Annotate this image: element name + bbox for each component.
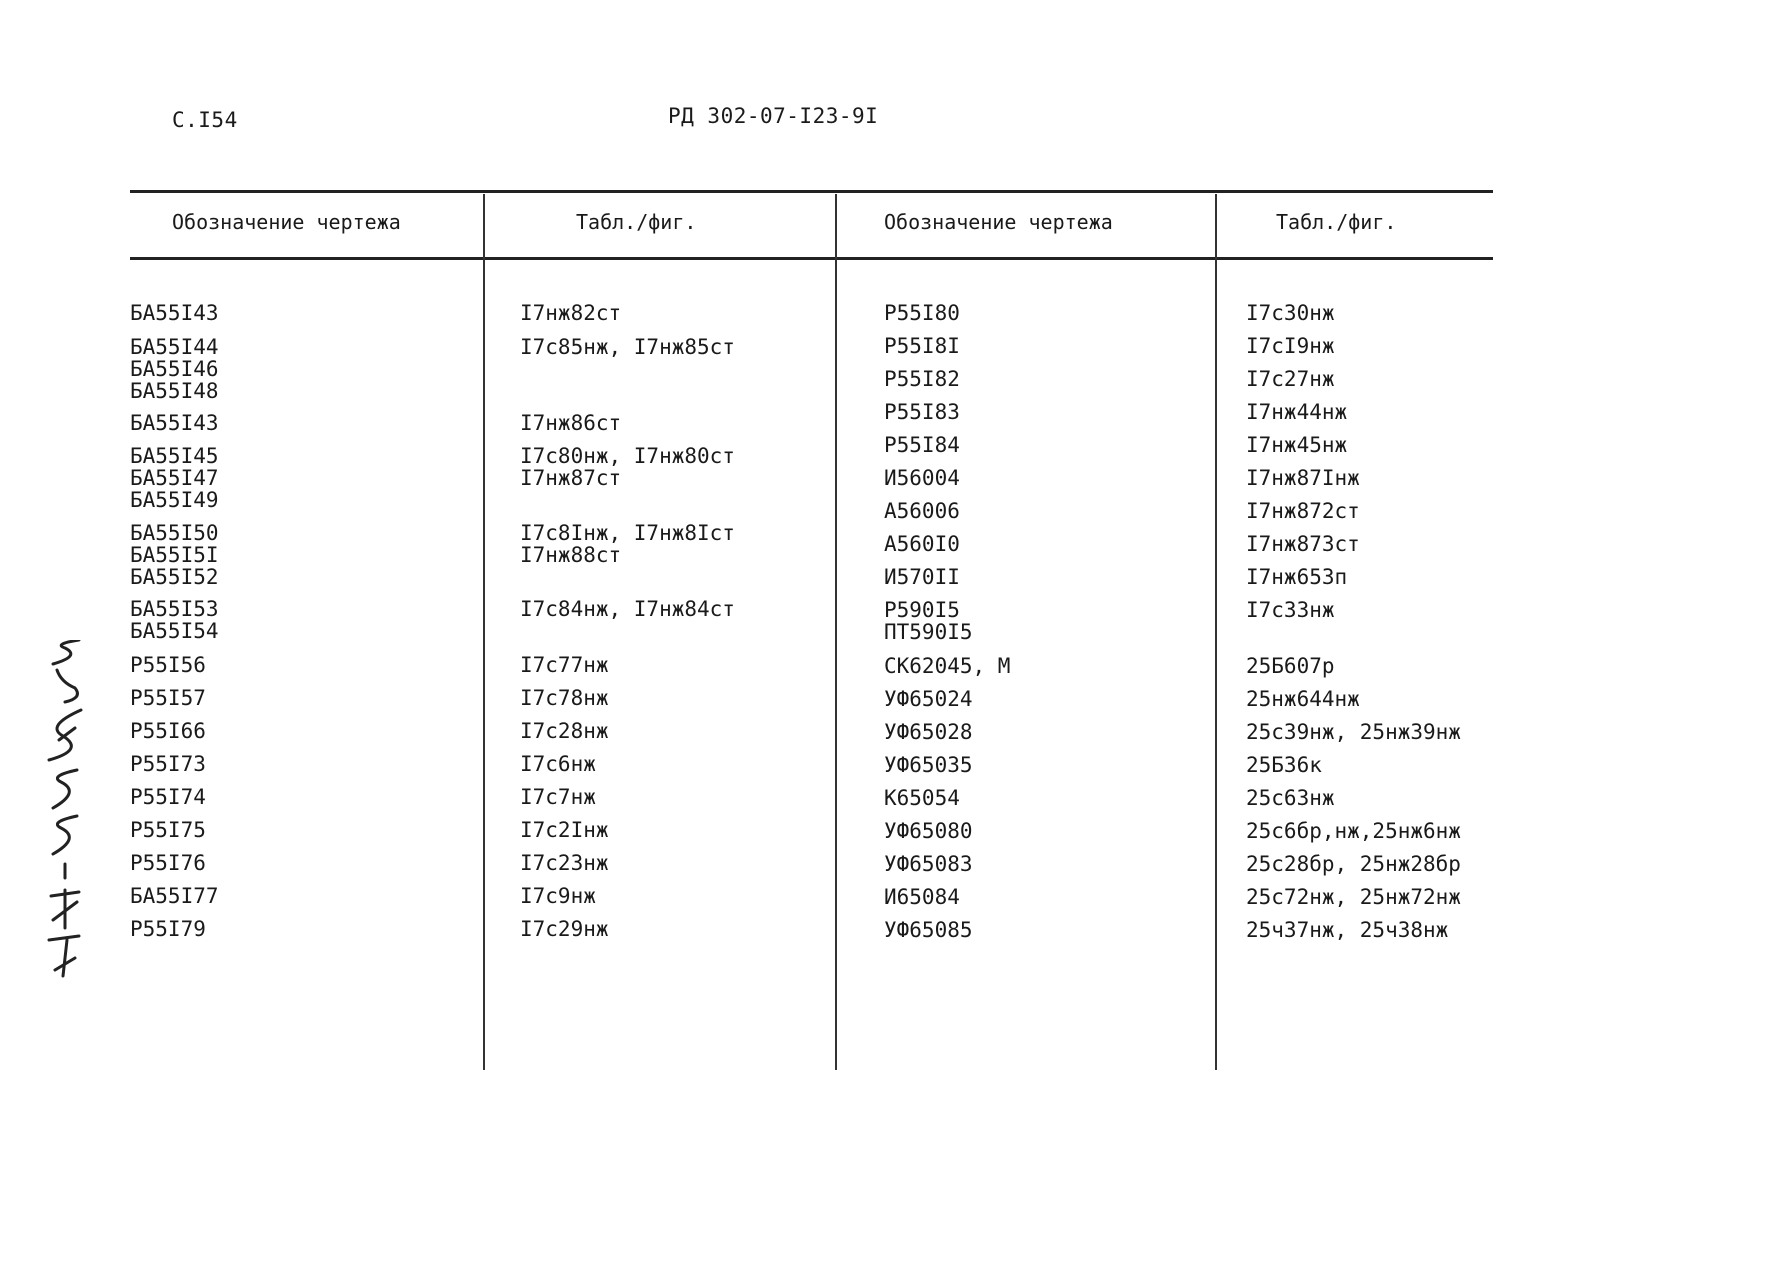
table-figure-left-line: I7с85нж, I7нж85ст: [520, 335, 735, 359]
drawing-code-right-line: Р55I80: [884, 301, 960, 325]
drawing-code-left-line: Р55I75: [130, 818, 206, 842]
drawing-code-right-line: ПТ590I5: [884, 620, 973, 644]
drawing-code-left: [130, 445, 219, 511]
table-figure-right: [1246, 721, 1461, 743]
drawing-code-right: [884, 401, 960, 423]
column-divider-1: [483, 194, 485, 1070]
table-figure-right-line: I7с33нж: [1246, 598, 1335, 622]
drawing-code-right-line: Р55I82: [884, 367, 960, 391]
table-figure-left-line: I7с7нж: [520, 785, 596, 809]
table-top-rule: [130, 190, 1493, 193]
table-figure-right-line: I7сI9нж: [1246, 334, 1335, 358]
drawing-code-right-line: А560I0: [884, 532, 960, 556]
drawing-code-left-line: БА55I77: [130, 884, 219, 908]
table-figure-left: [520, 885, 596, 907]
drawing-code-left-line: БА55I43: [130, 301, 219, 325]
drawing-code-left: [130, 720, 206, 742]
table-figure-right: [1246, 467, 1360, 489]
drawing-code-right: [884, 500, 960, 522]
drawing-code-left-line: Р55I74: [130, 785, 206, 809]
table-figure-left-line: I7с9нж: [520, 884, 596, 908]
table-figure-left: [520, 522, 735, 566]
column-header-table-1: Табл./фиг.: [576, 210, 697, 234]
drawing-code-left: [130, 918, 206, 940]
table-figure-left: [520, 336, 735, 358]
table-figure-right: [1246, 787, 1335, 809]
drawing-code-left: [130, 753, 206, 775]
drawing-code-right-line: Р590I5: [884, 598, 960, 622]
drawing-code-right: [884, 688, 973, 710]
drawing-code-right-line: И570II: [884, 565, 960, 589]
table-figure-right-line: I7нж44нж: [1246, 400, 1348, 424]
table-figure-right: [1246, 401, 1347, 423]
drawing-code-right: [884, 302, 960, 324]
table-figure-right-line: I7нж653п: [1246, 565, 1348, 589]
drawing-code-right: [884, 655, 1010, 677]
table-figure-right: [1246, 533, 1360, 555]
table-figure-left-line: I7нж88ст: [520, 543, 622, 567]
drawing-code-right-line: Р55I8I: [884, 334, 960, 358]
table-figure-right-line: 25с72нж, 25нж72нж: [1246, 885, 1461, 909]
table-figure-left-line: I7с29нж: [520, 917, 609, 941]
table-figure-left-line: I7с84нж, I7нж84ст: [520, 597, 735, 621]
table-figure-left: [520, 819, 609, 841]
table-figure-right-line: I7нж87Iнж: [1246, 466, 1360, 490]
drawing-code-left-line: БА55I54: [130, 619, 219, 643]
drawing-code-right: [884, 820, 973, 842]
drawing-code-left-line: БА55I53: [130, 597, 219, 621]
table-figure-right: [1246, 853, 1461, 875]
table-figure-right-line: 25с6бр,нж,25нж6нж: [1246, 819, 1461, 843]
table-figure-left-line: I7нж86ст: [520, 411, 622, 435]
table-figure-right: [1246, 302, 1335, 324]
table-figure-left-line: I7нж82ст: [520, 301, 622, 325]
drawing-code-right-line: И65084: [884, 885, 960, 909]
drawing-code-right: [884, 467, 960, 489]
drawing-code-right-line: УФ65085: [884, 918, 973, 942]
drawing-code-right: [884, 787, 960, 809]
drawing-code-left: [130, 412, 219, 434]
table-figure-left-line: I7с78нж: [520, 686, 609, 710]
table-figure-right: [1246, 599, 1335, 621]
drawing-code-left-line: БА55I43: [130, 411, 219, 435]
drawing-code-right-line: УФ65080: [884, 819, 973, 843]
drawing-code-left-line: БА55I47: [130, 466, 219, 490]
table-figure-left: [520, 852, 609, 874]
table-figure-left: [520, 412, 621, 434]
drawing-code-left-line: БА55I48: [130, 379, 219, 403]
column-header-drawing-2: Обозначение чертежа: [884, 210, 1113, 234]
column-divider-2: [835, 194, 837, 1070]
drawing-code-right: [884, 566, 960, 588]
table-figure-right-line: I7нж873ст: [1246, 532, 1360, 556]
drawing-code-right: [884, 853, 973, 875]
table-figure-right-line: 25ч37нж, 25ч38нж: [1246, 918, 1449, 942]
drawing-code-right-line: К65054: [884, 786, 960, 810]
table-figure-right: [1246, 886, 1461, 908]
drawing-code-left-line: Р55I66: [130, 719, 206, 743]
drawing-code-left-line: Р55I76: [130, 851, 206, 875]
table-figure-right: [1246, 500, 1360, 522]
drawing-code-left: [130, 522, 219, 588]
drawing-code-left-line: Р55I73: [130, 752, 206, 776]
drawing-code-right-line: Р55I84: [884, 433, 960, 457]
table-figure-left-line: I7с2Iнж: [520, 818, 609, 842]
drawing-code-right: [884, 919, 973, 941]
column-header-table-2: Табл./фиг.: [1276, 210, 1397, 234]
drawing-code-right: [884, 886, 960, 908]
drawing-code-left-line: Р55I57: [130, 686, 206, 710]
table-figure-left: [520, 786, 596, 808]
table-figure-right-line: I7нж45нж: [1246, 433, 1348, 457]
table-figure-right: [1246, 368, 1335, 390]
drawing-code-right-line: А56006: [884, 499, 960, 523]
drawing-code-left-line: БА55I45: [130, 444, 219, 468]
table-figure-right: [1246, 688, 1360, 710]
drawing-code-right-line: СК62045, М: [884, 654, 1011, 678]
table-figure-left: [520, 302, 621, 324]
table-figure-right-line: 25Б36к: [1246, 753, 1322, 777]
drawing-code-right: [884, 533, 960, 555]
drawing-code-right-line: И56004: [884, 466, 960, 490]
table-figure-left: [520, 753, 596, 775]
table-figure-left-line: I7с23нж: [520, 851, 609, 875]
handwritten-signature: [35, 640, 95, 980]
drawing-code-left-line: БА55I50: [130, 521, 219, 545]
table-figure-right: [1246, 655, 1335, 677]
table-figure-left: [520, 445, 735, 489]
table-figure-right-line: I7с30нж: [1246, 301, 1335, 325]
drawing-code-left: [130, 598, 219, 642]
table-figure-left-line: I7с8Iнж, I7нж8Iст: [520, 521, 735, 545]
table-header-rule: [130, 257, 1493, 260]
drawing-code-left-line: БА55I5I: [130, 543, 219, 567]
drawing-code-right-line: УФ65083: [884, 852, 973, 876]
table-figure-right-line: 25с39нж, 25нж39нж: [1246, 720, 1461, 744]
drawing-code-right-line: УФ65024: [884, 687, 973, 711]
table-figure-left: [520, 598, 735, 620]
table-figure-left-line: I7с80нж, I7нж80ст: [520, 444, 735, 468]
table-figure-right-line: 25с28бр, 25нж28бр: [1246, 852, 1461, 876]
table-figure-left-line: I7с77нж: [520, 653, 609, 677]
table-figure-left: [520, 687, 609, 709]
table-figure-left-line: I7с28нж: [520, 719, 609, 743]
drawing-code-left: [130, 819, 206, 841]
drawing-code-left: [130, 852, 206, 874]
drawing-code-right: [884, 721, 973, 743]
table-figure-right-line: 25Б607р: [1246, 654, 1335, 678]
drawing-code-right-line: Р55I83: [884, 400, 960, 424]
table-figure-left: [520, 720, 609, 742]
drawing-code-left-line: БА55I46: [130, 357, 219, 381]
drawing-code-right: [884, 754, 973, 776]
table-figure-right: [1246, 754, 1322, 776]
table-figure-right-line: I7с27нж: [1246, 367, 1335, 391]
drawing-code-right-line: УФ65035: [884, 753, 973, 777]
drawing-code-left: [130, 786, 206, 808]
table-figure-right: [1246, 434, 1347, 456]
table-figure-left: [520, 918, 609, 940]
document-code: РД 302-07-I23-9I: [668, 104, 879, 128]
drawing-code-left: [130, 687, 206, 709]
page-number: С.I54: [172, 108, 238, 132]
drawing-code-right: [884, 368, 960, 390]
drawing-code-right: [884, 599, 973, 643]
drawing-code-left-line: БА55I52: [130, 565, 219, 589]
drawing-code-left-line: БА55I44: [130, 335, 219, 359]
drawing-code-left: [130, 302, 219, 324]
table-figure-left-line: I7нж87ст: [520, 466, 622, 490]
drawing-code-left: [130, 336, 219, 402]
column-divider-3: [1215, 194, 1217, 1070]
column-header-drawing-1: Обозначение чертежа: [172, 210, 401, 234]
table-figure-right-line: I7нж872ст: [1246, 499, 1360, 523]
drawing-code-left: [130, 885, 219, 907]
drawing-code-right: [884, 335, 960, 357]
table-figure-left: [520, 654, 609, 676]
drawing-code-right: [884, 434, 960, 456]
table-figure-left-line: I7с6нж: [520, 752, 596, 776]
drawing-code-left-line: Р55I56: [130, 653, 206, 677]
table-figure-right: [1246, 335, 1335, 357]
table-figure-right-line: 25нж644нж: [1246, 687, 1360, 711]
drawing-code-left: [130, 654, 206, 676]
table-figure-right: [1246, 566, 1347, 588]
drawing-code-left-line: Р55I79: [130, 917, 206, 941]
drawing-code-left-line: БА55I49: [130, 488, 219, 512]
drawing-code-right-line: УФ65028: [884, 720, 973, 744]
table-figure-right: [1246, 919, 1448, 941]
table-figure-right-line: 25с63нж: [1246, 786, 1335, 810]
table-figure-right: [1246, 820, 1461, 842]
